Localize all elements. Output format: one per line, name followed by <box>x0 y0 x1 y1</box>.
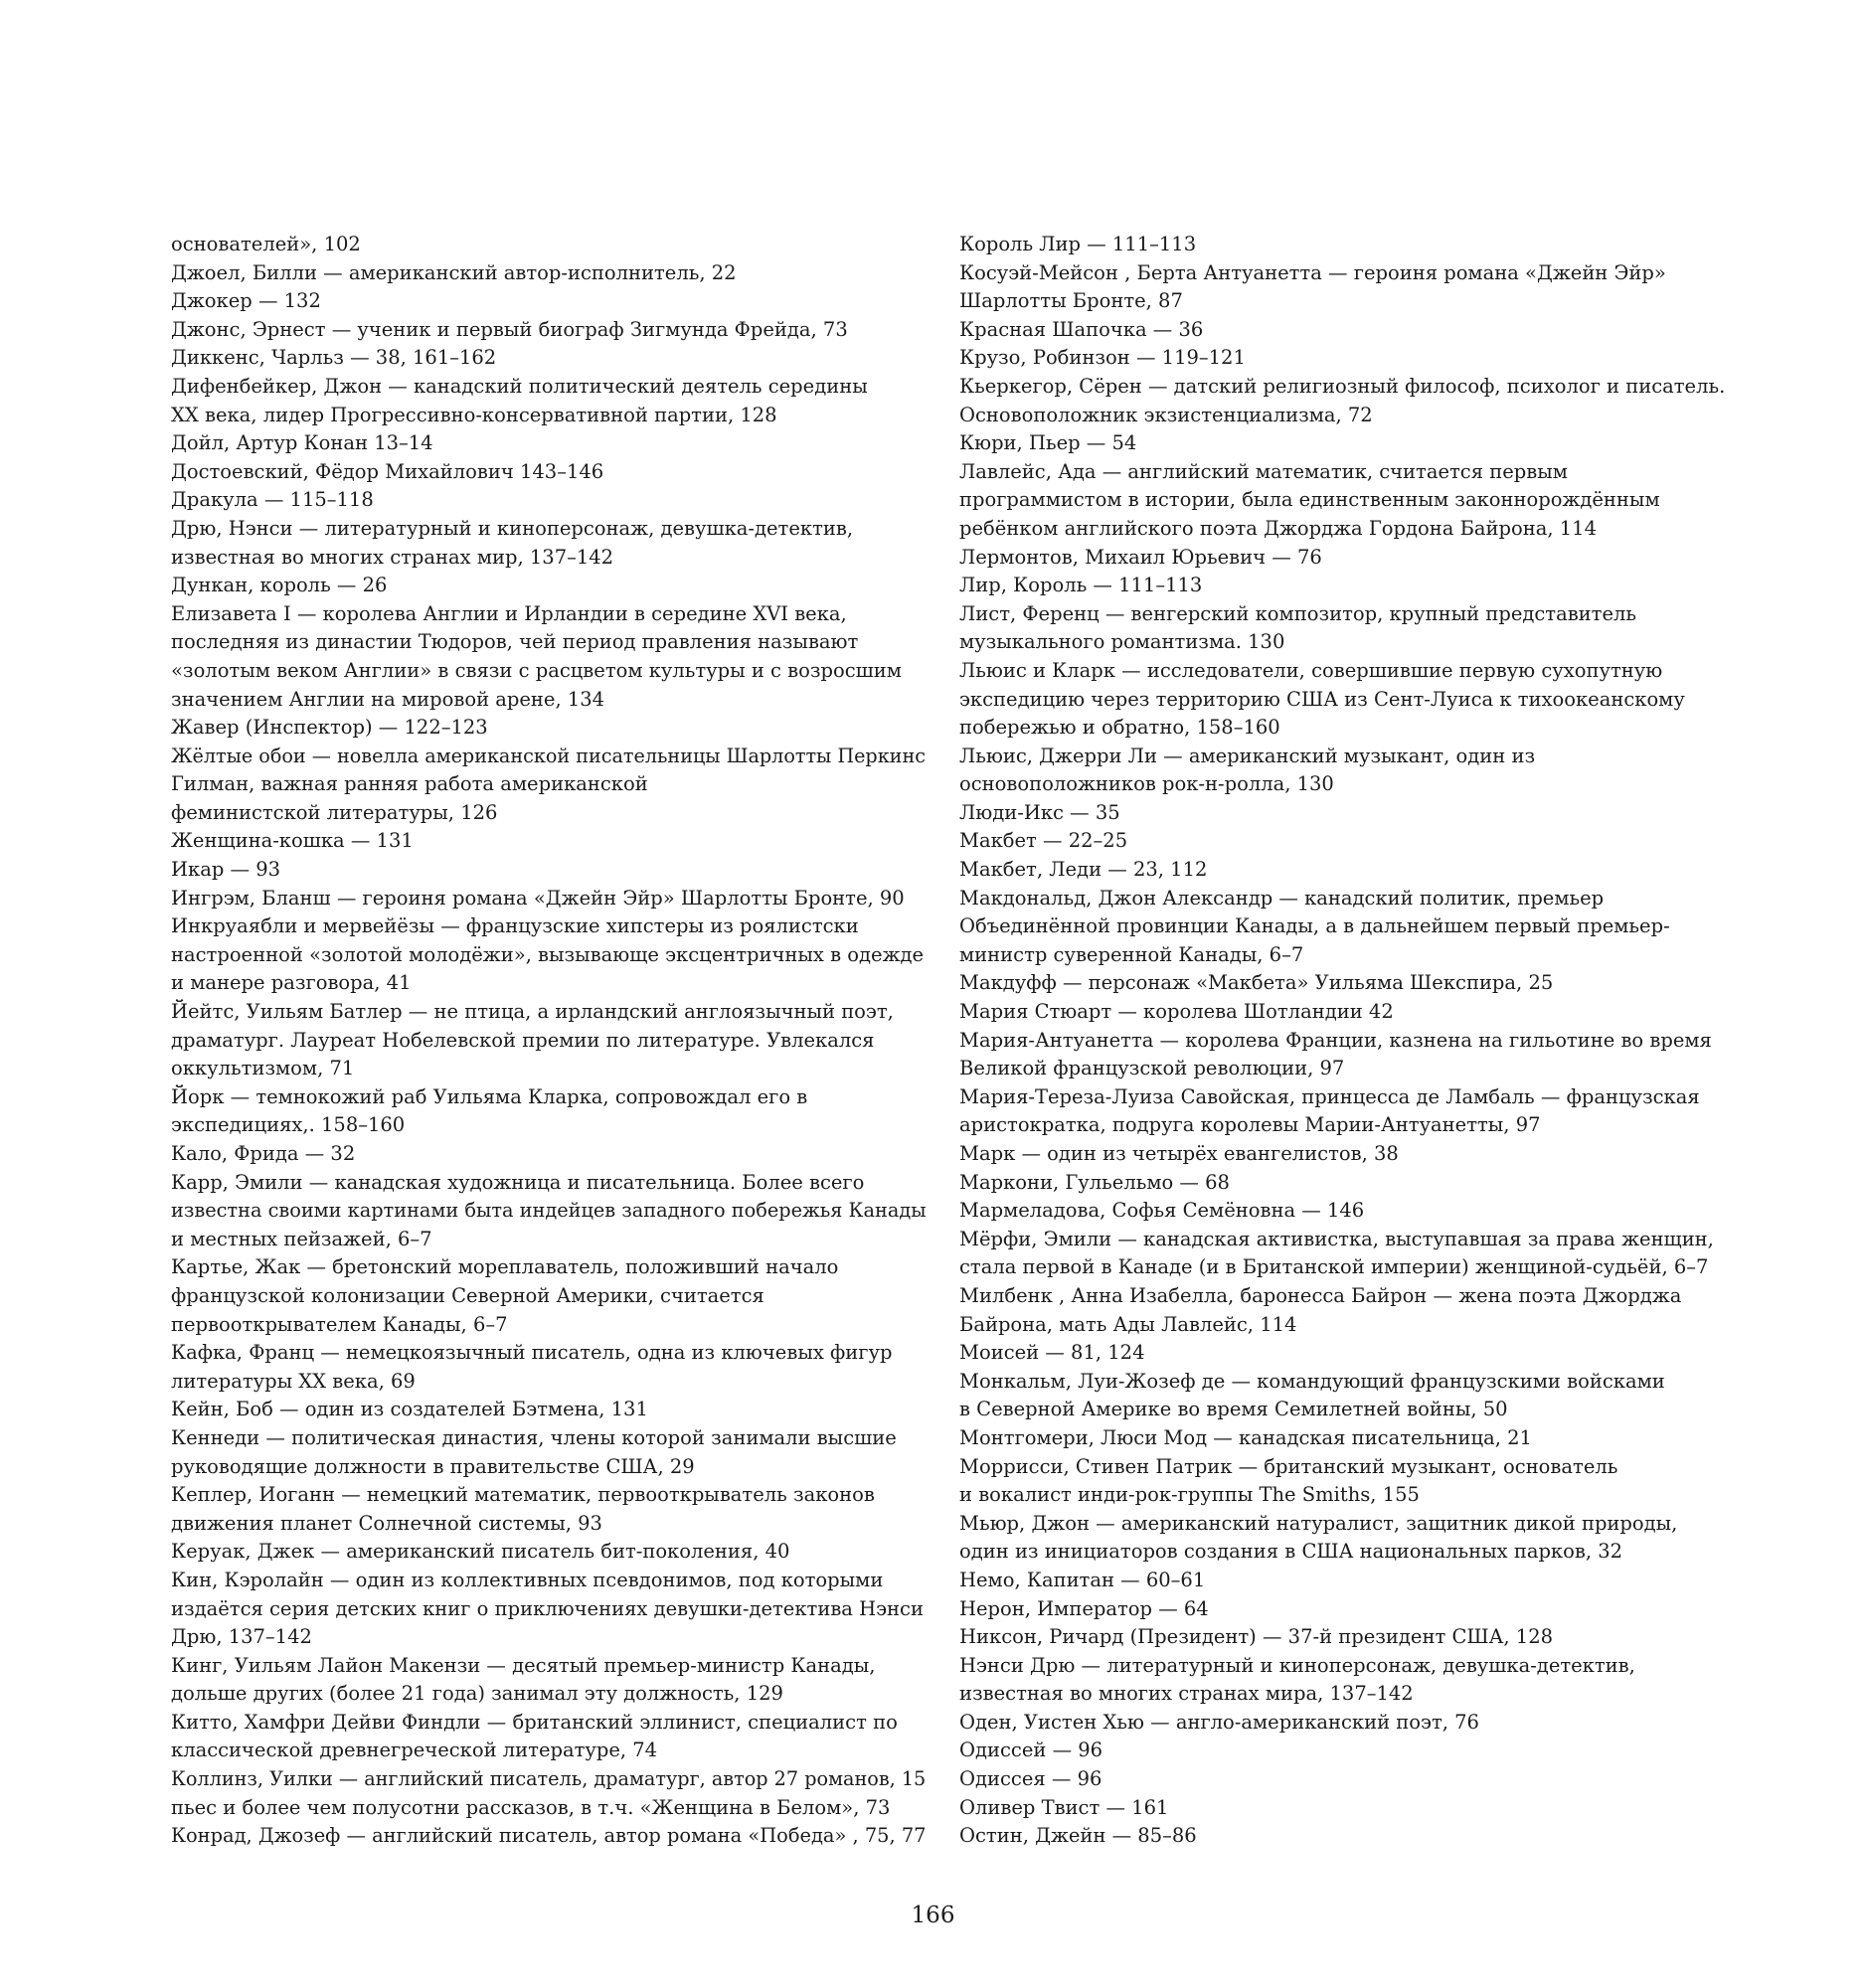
index-entry-line: Жавер (Инспектор) — 122–123 <box>171 716 488 740</box>
index-entry-line: руководящие должности в правительстве США, 29 <box>171 1454 695 1478</box>
index-entry-line: и местных пейзажей, 6–7 <box>171 1227 432 1250</box>
index-entry-line: Нэнси Дрю — литературный и киноперсонаж, девушка-детектив, <box>959 1653 1635 1677</box>
index-entry-line: Кьеркегор, Сёрен — датский религиозный философ, психолог и писатель. <box>959 374 1726 398</box>
index-entry-line: Милбенк , Анна Изабелла, баронесса Байрон — жена поэта Джорджа <box>959 1283 1682 1307</box>
index-entry-line: Макбет, Леди — 23, 112 <box>959 858 1208 882</box>
index-entry-line: Немо, Капитан — 60–61 <box>959 1568 1206 1591</box>
index-entry-line: Кало, Фрида — 32 <box>171 1142 356 1165</box>
index-entry-line: XX века, лидер Прогрессивно-консервативной партии, 128 <box>171 403 777 426</box>
index-entry-line: Макдуфф — персонаж «Макбета» Уильяма Шекспира, 25 <box>959 971 1554 995</box>
index-entry-line: Картье, Жак — бретонский мореплаватель, положивший начало <box>171 1255 839 1279</box>
index-entry-line: и манере разговора, 41 <box>171 971 412 995</box>
index-entry-line: известная во многих странах мира, 137–142 <box>959 1682 1414 1706</box>
index-entry-line: Шарлотты Бронте, 87 <box>959 289 1183 313</box>
index-entry-line: Дифенбейкер, Джон — канадский политический деятель середины <box>171 374 868 398</box>
index-entry-line: Кеннеди — политическая династия, члены которой занимали высшие <box>171 1425 897 1449</box>
index-entry-line: Ингрэм, Бланш — героиня романа «Джейн Эйр» Шарлотты Бронте, 90 <box>171 886 905 910</box>
index-entry-line: значением Англии на мировой арене, 134 <box>171 687 605 711</box>
index-entry-line: Мария-Тереза-Луиза Савойская, принцесса де Ламбаль — французская <box>959 1084 1700 1108</box>
index-entry-line: Великой французской революции, 97 <box>959 1057 1345 1080</box>
index-entry-line: Монтгомери, Люси Мод — канадская писательница, 21 <box>959 1425 1532 1449</box>
index-entry-line: Коллинз, Уилки — английский писатель, драматург, автор 27 романов, 15 <box>171 1767 927 1791</box>
index-entry-line: Льюис и Кларк — исследователи, совершившие первую сухопутную <box>959 658 1663 682</box>
index-entry-line: Нерон, Император — 64 <box>959 1596 1209 1620</box>
index-entry-line: Карр, Эмили — канадская художница и писательница. Более всего <box>171 1170 865 1194</box>
index-entry-line: Инкруаябли и мервейёзы — французские хипстеры из роялистски <box>171 914 859 938</box>
index-entry-line: Мария-Антуанетта — королева Франции, казнена на гильотине во время <box>959 1028 1712 1052</box>
index-entry-line: министр суверенной Канады, 6–7 <box>959 942 1304 966</box>
index-entry-line: Красная Шапочка — 36 <box>959 317 1204 341</box>
index-entry-line: основателей», 102 <box>171 233 361 255</box>
index-entry-line: феминистской литературы, 126 <box>171 800 498 824</box>
index-entry-line: известная во многих странах мир, 137–142 <box>171 545 614 569</box>
index-entry-line: настроенной «золотой молодёжи», вызывающе эксцентричных в одежде <box>171 942 925 966</box>
index-column-right <box>959 231 1725 1851</box>
index-entry-line: Маркони, Гульельмо — 68 <box>959 1170 1230 1194</box>
index-entry-line: Макбет — 22–25 <box>959 829 1128 853</box>
index-entry-line: Макдональд, Джон Александр — канадский политик, премьер <box>959 886 1605 910</box>
index-entry-line: музыкального романтизма. 130 <box>959 630 1285 654</box>
index-entry-line: стала первой в Канаде (и в Британской империи) женщиной-судьёй, 6–7 <box>959 1255 1709 1279</box>
index-entry-line: Мария Стюарт — королева Шотландии 42 <box>959 1000 1394 1024</box>
index-entry-line: драматург. Лауреат Нобелевской премии по литературе. Увлекался <box>171 1028 875 1052</box>
index-entry-line: Король Лир — 111–113 <box>959 233 1197 255</box>
index-entry-line: Лермонтов, Михаил Юрьевич — 76 <box>959 545 1322 569</box>
index-entry-line: Лист, Ференц — венгерский композитор, крупный представитель <box>959 601 1637 625</box>
index-entry-line: Дрю, 137–142 <box>171 1625 312 1649</box>
index-entry-line: классической древнегреческой литературе, 74 <box>171 1739 658 1762</box>
index-entry-line: Достоевский, Фёдор Михайлович 143–146 <box>171 459 604 483</box>
index-entry-line: Одиссея — 96 <box>959 1767 1103 1791</box>
index-entry-line: Остин, Джейн — 85–86 <box>959 1824 1197 1848</box>
index-entry-line: Байрона, мать Ады Лавлейс, 114 <box>959 1312 1297 1336</box>
index-entry-line: Оливер Твист — 161 <box>959 1795 1169 1819</box>
index-entry-line: Мёрфи, Эмили — канадская активистка, выступавшая за права женщин, <box>959 1227 1714 1250</box>
index-entry-line: Джонс, Эрнест — ученик и первый биограф Зигмунда Фрейда, 73 <box>171 317 848 341</box>
index-entry-line: дольше других (более 21 года) занимал эту должность, 129 <box>171 1682 783 1706</box>
index-entry-line: Гилман, важная ранняя работа американской <box>171 772 648 796</box>
index-entry-line: Косуэй-Мейсон , Берта Антуанетта — героиня романа «Джейн Эйр» <box>959 260 1666 284</box>
index-entry-line: Моррисси, Стивен Патрик — британский музыкант, основатель <box>959 1454 1618 1478</box>
index-entry-line: пьес и более чем полусотни рассказов, в т.ч. «Женщина в Белом», 73 <box>171 1795 891 1819</box>
index-entry-line: Моисей — 81, 124 <box>959 1341 1145 1365</box>
index-entry-line: Джоел, Билли — американский автор-исполнитель, 22 <box>171 260 737 284</box>
index-entry-line: Монкальм, Луи-Жозеф де — командующий французскими войсками <box>959 1369 1665 1393</box>
index-entry-line: экспедицию через территорию США из Сент-Луиса к тихоокеанскому <box>959 687 1685 711</box>
index-entry-line: Люди-Икс — 35 <box>959 800 1120 824</box>
index-entry-line: основоположников рок-н-ролла, 130 <box>959 772 1334 796</box>
index-entry-line: Крузо, Робинзон — 119–121 <box>959 346 1246 370</box>
index-entry-line: Кинг, Уильям Лайон Макензи — десятый премьер-министр Канады, <box>171 1653 876 1677</box>
index-entry-line: Дрю, Нэнси — литературный и киноперсонаж, девушка-детектив, <box>171 516 854 540</box>
index-entry-line: французской колонизации Северной Америки, считается <box>171 1283 764 1307</box>
index-entry-line: Керуак, Джек — американский писатель бит-поколения, 40 <box>171 1540 790 1564</box>
index-entry-line: аристократка, подруга королевы Марии-Антуанетты, 97 <box>959 1113 1541 1137</box>
index-column-left <box>171 231 927 1851</box>
index-entry-line: программистом в истории, была единственным законнорождённым <box>959 488 1660 512</box>
index-entry-line: Йорк — темнокожий раб Уильяма Кларка, сопровождал его в <box>171 1084 808 1108</box>
index-entry-line: известна своими картинами быта индейцев западного побережья Канады <box>171 1199 927 1223</box>
index-entry-line: Йейтс, Уильям Батлер — не птица, а ирландский англоязычный поэт, <box>171 1000 894 1024</box>
index-entry-line: Джокер — 132 <box>171 289 321 313</box>
index-entry-line: экспедициях,. 158–160 <box>171 1113 406 1137</box>
index-entry-line: и вокалист инди-рок-группы The Smiths, 155 <box>959 1483 1420 1507</box>
index-entry-line: Оден, Уистен Хью — англо-американский поэт, 76 <box>959 1710 1479 1734</box>
index-entry-line: Дункан, король — 26 <box>171 574 388 597</box>
index-entry-line: Елизавета I — королева Англии и Ирландии в середине XVI века, <box>171 601 847 625</box>
index-entry-line: литературы XX века, 69 <box>171 1369 416 1393</box>
index-entry-line: последняя из династии Тюдоров, чей период правления называют <box>171 630 859 654</box>
page-number: 166 <box>911 1903 955 1928</box>
index-entry-line: Кин, Кэролайн — один из коллективных псевдонимов, под которыми <box>171 1568 884 1591</box>
index-entry-line: Лавлейс, Ада — английский математик, считается первым <box>959 459 1568 483</box>
index-entry-line: оккультизмом, 71 <box>171 1057 355 1080</box>
index-entry-line: «золотым веком Англии» в связи с расцветом культуры и с возросшим <box>171 658 902 682</box>
index-entry-line: Жёлтые обои — новелла американской писательницы Шарлотты Перкинс <box>171 744 926 767</box>
index-entry-line: Основоположник экзистенциализма, 72 <box>959 403 1373 426</box>
index-entry-line: Кюри, Пьер — 54 <box>959 431 1137 455</box>
index-entry-line: Дойл, Артур Конан 13–14 <box>171 431 433 455</box>
index-entry-line: Марк — один из четырёх евангелистов, 38 <box>959 1142 1399 1165</box>
index-entry-line: Китто, Хамфри Дейви Финдли — британский эллинист, специалист по <box>171 1710 898 1734</box>
index-entry-line: Кейн, Боб — один из создателей Бэтмена, 131 <box>171 1398 648 1421</box>
index-entry-line: Льюис, Джерри Ли — американский музыкант, один из <box>959 744 1536 767</box>
index-entry-line: Конрад, Джозеф — английский писатель, автор романа «Победа» , 75, 77 <box>171 1824 927 1848</box>
index-entry-line: Женщина-кошка — 131 <box>171 829 414 853</box>
index-entry-line: Одиссей — 96 <box>959 1739 1103 1762</box>
index-entry-line: Мьюр, Джон — американский натуралист, защитник дикой природы, <box>959 1511 1678 1535</box>
index-entry-line: Никсон, Ричард (Президент) — 37-й президент США, 128 <box>959 1625 1554 1649</box>
index-entry-line: первооткрывателем Канады, 6–7 <box>171 1312 508 1336</box>
index-entry-line: побережью и обратно, 158–160 <box>959 716 1280 740</box>
index-entry-line: один из инициаторов создания в США национальных парков, 32 <box>959 1540 1623 1564</box>
index-entry-line: Дракула — 115–118 <box>171 488 374 512</box>
index-entry-line: Диккенс, Чарльз — 38, 161–162 <box>171 346 497 370</box>
index-entry-line: Кафка, Франц — немецкоязычный писатель, одна из ключевых фигур <box>171 1341 893 1365</box>
index-entry-line: Мармеладова, Софья Семёновна — 146 <box>959 1199 1365 1223</box>
index-entry-line: Лир, Король — 111–113 <box>959 574 1203 597</box>
index-entry-line: издаётся серия детских книг о приключениях девушки-детектива Нэнси <box>171 1596 924 1620</box>
index-entry-line: Икар — 93 <box>171 858 281 882</box>
index-entry-line: Объединённой провинции Канады, а в дальнейшем первый премьер- <box>959 914 1670 938</box>
index-entry-line: ребёнком английского поэта Джорджа Гордона Байрона, 114 <box>959 516 1597 540</box>
index-entry-line: Кеплер, Иоганн — немецкий математик, первооткрыватель законов <box>171 1483 875 1507</box>
index-entry-line: движения планет Солнечной системы, 93 <box>171 1511 602 1535</box>
index-entry-line: в Северной Америке во время Семилетней войны, 50 <box>959 1398 1508 1421</box>
